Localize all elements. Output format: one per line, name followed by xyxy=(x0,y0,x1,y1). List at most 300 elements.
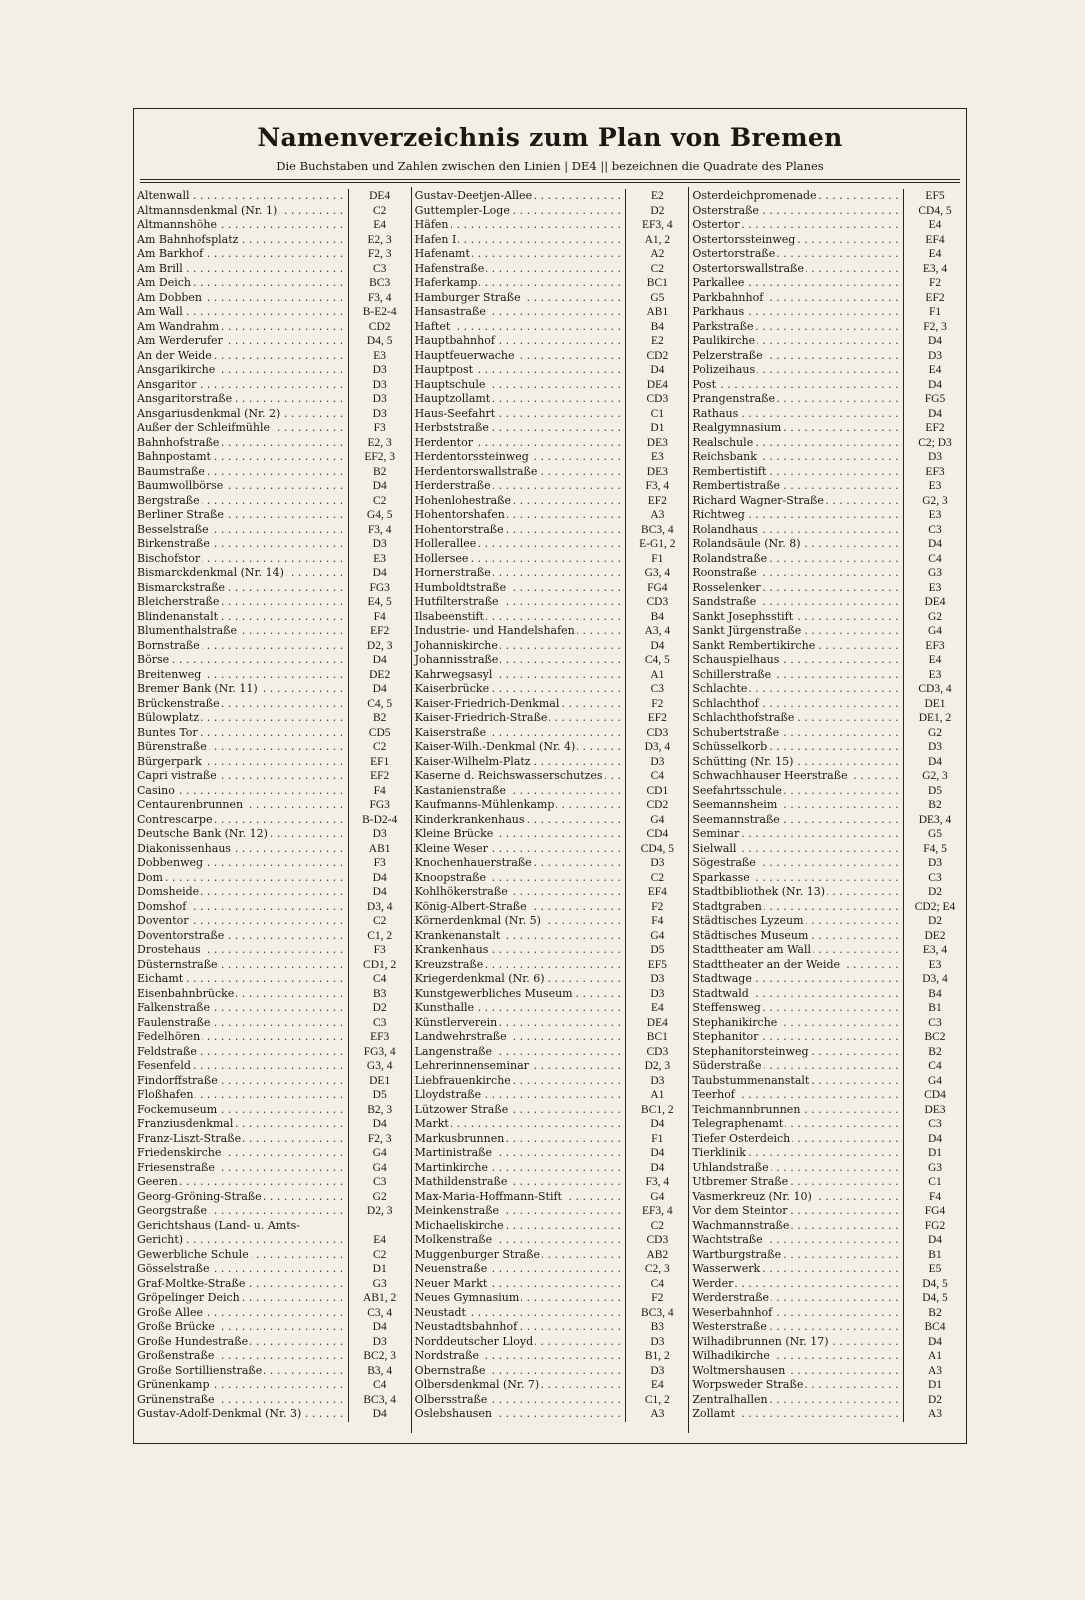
entry-name: Herbststraße xyxy=(414,421,489,434)
entry-name: Stadttheater am Wall xyxy=(692,943,812,956)
entry-name: Bremer Bank (Nr. 11) xyxy=(137,682,258,695)
index-entry xyxy=(412,523,689,538)
entry-name-cell xyxy=(412,784,626,799)
entry-grid-code: E4 xyxy=(625,1378,688,1393)
entry-name-cell xyxy=(134,320,348,335)
index-entry xyxy=(412,784,689,799)
entry-name-cell xyxy=(412,1088,626,1103)
entry-name-cell xyxy=(134,1393,348,1408)
index-entry xyxy=(689,1219,966,1234)
entry-grid-code: C4 xyxy=(348,1378,411,1393)
entry-name-cell xyxy=(412,566,626,581)
index-entry xyxy=(134,436,411,451)
index-entry xyxy=(134,305,411,320)
entry-name-cell xyxy=(689,189,903,204)
entry-name-cell xyxy=(412,233,626,248)
entry-grid-code: DE3 xyxy=(625,436,688,451)
entry-name-cell xyxy=(134,885,348,900)
entry-grid-code: FG3 xyxy=(348,581,411,596)
entry-name: Seefahrtsschule xyxy=(692,783,782,797)
entry-name-cell xyxy=(689,262,903,277)
entry-grid-code: D4 xyxy=(348,479,411,494)
entry-name-cell xyxy=(412,1190,626,1205)
entry-grid-code: CD2 xyxy=(348,320,411,335)
index-entry xyxy=(689,798,966,813)
entry-name: Ansgaritor xyxy=(137,377,197,391)
index-entry xyxy=(134,871,411,886)
entry-name-cell xyxy=(412,653,626,668)
entry-name-cell xyxy=(412,900,626,915)
index-entry xyxy=(412,1233,689,1248)
index-entry xyxy=(134,465,411,480)
entry-name: Hansastraße xyxy=(414,305,486,318)
entry-name: Breitenweg xyxy=(137,667,202,681)
index-entry xyxy=(689,813,966,828)
entry-grid-code: D4 xyxy=(348,871,411,886)
entry-name: Herdentorswallstraße xyxy=(414,464,538,478)
entry-name-cell xyxy=(134,566,348,581)
entry-name-cell xyxy=(134,740,348,755)
entry-grid-code: E5 xyxy=(903,1262,966,1277)
entry-name-cell xyxy=(689,856,903,871)
entry-name-cell xyxy=(134,465,348,480)
entry-grid-code: FG2 xyxy=(903,1219,966,1234)
entry-name: Neustadt xyxy=(414,1305,466,1319)
entry-name-cell xyxy=(134,1262,348,1277)
entry-name: Knochenhauerstraße xyxy=(414,856,532,869)
entry-name: Berliner Straße xyxy=(137,508,224,521)
entry-name-cell xyxy=(134,769,348,784)
entry-grid-code: F2, 3 xyxy=(348,1132,411,1147)
entry-name: Kastanienstraße xyxy=(414,783,507,797)
entry-name: Wachmannstraße xyxy=(692,1218,790,1232)
entry-grid-code: C3 xyxy=(348,1016,411,1031)
index-entry xyxy=(412,1146,689,1161)
entry-name-cell xyxy=(412,262,626,277)
entry-name: Parkbahnhof xyxy=(692,290,764,304)
entry-grid-code: D1 xyxy=(903,1146,966,1161)
index-entry xyxy=(689,1335,966,1350)
entry-name: Markt xyxy=(414,1117,449,1130)
entry-name-cell xyxy=(412,1306,626,1321)
index-entry xyxy=(412,334,689,349)
entry-name-cell xyxy=(412,1233,626,1248)
entry-name: Rembertistift xyxy=(692,464,767,478)
entry-grid-code: A3, 4 xyxy=(625,624,688,639)
entry-name-cell xyxy=(689,842,903,857)
entry-name: Findorffstraße xyxy=(137,1073,218,1087)
entry-grid-code: B2 xyxy=(903,1045,966,1060)
entry-name-cell xyxy=(134,1030,348,1045)
index-entry xyxy=(134,1146,411,1161)
entry-name: Telegraphenamt xyxy=(692,1117,784,1130)
entry-grid-code: G4 xyxy=(903,624,966,639)
entry-name: Wartburgstraße xyxy=(692,1247,782,1261)
entry-name-cell xyxy=(689,987,903,1002)
entry-grid-code: AB1 xyxy=(348,842,411,857)
entry-name: Stadtbibliothek (Nr. 13) xyxy=(692,885,826,898)
index-entry xyxy=(134,987,411,1002)
entry-name-cell xyxy=(134,1349,348,1364)
entry-grid-code: D3 xyxy=(625,856,688,871)
entry-name-cell xyxy=(412,537,626,552)
entry-grid-code: BC2 xyxy=(903,1030,966,1045)
entry-name-cell xyxy=(412,595,626,610)
entry-name: Ansgaritorstraße xyxy=(137,392,233,405)
entry-grid-code: EF2 xyxy=(903,291,966,306)
entry-name-cell xyxy=(689,1364,903,1379)
entry-grid-code: B2, 3 xyxy=(348,1103,411,1118)
entry-name-cell xyxy=(689,392,903,407)
entry-grid-code: A1 xyxy=(625,1088,688,1103)
entry-grid-code: CD5 xyxy=(348,726,411,741)
entry-name-cell xyxy=(412,1132,626,1147)
entry-name: Muggenburger Straße xyxy=(414,1247,541,1261)
index-entry xyxy=(689,856,966,871)
entry-name-cell xyxy=(134,595,348,610)
entry-name-cell xyxy=(412,421,626,436)
index-entry xyxy=(134,1335,411,1350)
entry-name: Kahrwegsasyl xyxy=(414,667,493,681)
entry-name: Doventorstraße xyxy=(137,928,225,942)
entry-name-cell xyxy=(134,537,348,552)
entry-name-cell xyxy=(134,436,348,451)
entry-grid-code: EF1 xyxy=(348,755,411,770)
index-entry xyxy=(412,1277,689,1292)
entry-grid-code: CD4, 5 xyxy=(903,204,966,219)
entry-name: Blindenanstalt xyxy=(137,609,219,623)
entry-name-cell xyxy=(412,1059,626,1074)
entry-name: Teichmannbrunnen xyxy=(692,1102,801,1116)
entry-grid-code: F1 xyxy=(625,552,688,567)
entry-grid-code: DE1 xyxy=(903,697,966,712)
entry-grid-code: DE1 xyxy=(348,1074,411,1089)
index-entry xyxy=(412,668,689,683)
entry-name: Post xyxy=(692,377,716,391)
index-entry xyxy=(134,1320,411,1335)
index-entry xyxy=(134,537,411,552)
entry-grid-code: D4 xyxy=(348,885,411,900)
entry-name-cell xyxy=(134,624,348,639)
index-entry xyxy=(134,1248,411,1263)
entry-name-cell xyxy=(689,914,903,929)
entry-grid-code: D4 xyxy=(903,1335,966,1350)
entry-grid-code: A1 xyxy=(625,668,688,683)
entry-name-cell xyxy=(689,1204,903,1219)
entry-grid-code: E4 xyxy=(903,218,966,233)
entry-name-cell xyxy=(689,1016,903,1031)
entry-grid-code: D3 xyxy=(625,1364,688,1379)
entry-grid-code: C3 xyxy=(348,262,411,277)
index-entry xyxy=(134,450,411,465)
entry-grid-code: E-G1, 2 xyxy=(625,537,688,552)
entry-grid-code: DE1, 2 xyxy=(903,711,966,726)
entry-grid-code: CD3 xyxy=(625,1045,688,1060)
index-entry xyxy=(412,1016,689,1031)
index-entry xyxy=(134,668,411,683)
entry-grid-code: CD2 xyxy=(625,798,688,813)
entry-name: Schwachhauser Heerstraße xyxy=(692,769,848,782)
entry-grid-code: D4 xyxy=(625,363,688,378)
index-entry xyxy=(134,1088,411,1103)
entry-grid-code: E4 xyxy=(903,363,966,378)
entry-name: Friedenskirche xyxy=(137,1146,222,1159)
entry-name-cell xyxy=(134,1074,348,1089)
entry-name: Börse xyxy=(137,653,170,666)
entry-name-cell xyxy=(689,653,903,668)
entry-name: Krankenanstalt xyxy=(414,928,501,942)
entry-name-cell xyxy=(134,856,348,871)
entry-grid-code: B2 xyxy=(348,465,411,480)
entry-grid-code: E2 xyxy=(625,189,688,204)
index-entry xyxy=(412,291,689,306)
entry-name: Lützower Straße xyxy=(414,1102,509,1116)
entry-grid-code: EF2 xyxy=(625,711,688,726)
entry-name-cell xyxy=(134,1190,348,1205)
entry-grid-code: D4 xyxy=(348,566,411,581)
index-entry xyxy=(689,784,966,799)
index-entry xyxy=(689,436,966,451)
entry-name-cell xyxy=(134,653,348,668)
index-entry xyxy=(689,1306,966,1321)
index-entry xyxy=(412,218,689,233)
entry-name-cell xyxy=(134,1378,348,1393)
entry-name: Gericht) xyxy=(137,1233,184,1246)
entry-name: Altmannsdenkmal (Nr. 1) xyxy=(137,203,278,217)
entry-name: Hauptbahnhof xyxy=(414,334,495,347)
entry-grid-code: C4 xyxy=(625,769,688,784)
entry-name: Knoopstraße xyxy=(414,870,486,884)
entry-name-cell xyxy=(412,987,626,1002)
entry-name-cell xyxy=(134,479,348,494)
entry-grid-code: G2 xyxy=(903,726,966,741)
entry-name-cell xyxy=(689,769,903,784)
entry-name: Hohenlohestraße xyxy=(414,493,512,507)
entry-name-cell xyxy=(689,610,903,625)
entry-name-cell xyxy=(412,1320,626,1335)
index-column-3 xyxy=(689,187,966,1433)
entry-name-cell xyxy=(689,624,903,639)
entry-grid-code: CD1 xyxy=(625,784,688,799)
entry-name: Friesenstraße xyxy=(137,1160,215,1174)
entry-name-cell xyxy=(412,668,626,683)
entry-name-cell xyxy=(689,885,903,900)
entry-name-cell xyxy=(689,1233,903,1248)
index-entry xyxy=(412,479,689,494)
entry-name-cell xyxy=(412,1277,626,1292)
entry-name-cell xyxy=(134,1277,348,1292)
entry-grid-code: EF3, 4 xyxy=(625,218,688,233)
entry-grid-code: CD1, 2 xyxy=(348,958,411,973)
entry-name-cell xyxy=(689,1219,903,1234)
entry-grid-code: D4, 5 xyxy=(903,1291,966,1306)
entry-name: Stadtgraben xyxy=(692,899,762,913)
entry-name: Altmannshöhe xyxy=(137,218,217,231)
entry-name: Außer der Schleifmühle xyxy=(137,421,270,434)
entry-name: Kaiser-Wilhelm-Platz xyxy=(414,754,531,768)
index-entry xyxy=(134,1233,411,1248)
entry-name-cell xyxy=(689,334,903,349)
entry-name: Roonstraße xyxy=(692,566,757,579)
entry-grid-code: E3 xyxy=(348,552,411,567)
index-entry xyxy=(412,682,689,697)
entry-name: Schlachte xyxy=(692,682,748,695)
entry-grid-code: DE3 xyxy=(903,1103,966,1118)
entry-name-cell xyxy=(134,552,348,567)
entry-grid-code: F3 xyxy=(348,943,411,958)
entry-name: Am Wandrahm xyxy=(137,319,220,333)
entry-name-cell xyxy=(412,465,626,480)
entry-grid-code: FG3 xyxy=(348,798,411,813)
index-entry xyxy=(689,624,966,639)
entry-name: Bergstraße xyxy=(137,493,200,507)
entry-name: Eichamt xyxy=(137,972,184,985)
entry-grid-code: C3 xyxy=(903,1016,966,1031)
index-entry xyxy=(134,262,411,277)
entry-name: Krankenhaus xyxy=(414,943,489,956)
entry-name: Parkstraße xyxy=(692,319,754,333)
page-subtitle: Die Buchstaben und Zahlen zwischen den Linien | DE4 || bezeichnen die Quadrate des Planes xyxy=(276,159,824,173)
entry-name-cell xyxy=(412,436,626,451)
entry-name: Blumenthalstraße xyxy=(137,624,238,637)
entry-name-cell xyxy=(134,508,348,523)
index-entry xyxy=(689,885,966,900)
entry-name-cell xyxy=(134,610,348,625)
entry-name-cell xyxy=(412,972,626,987)
entry-grid-code: EF2 xyxy=(348,769,411,784)
entry-name: Olbersdenkmal (Nr. 7) xyxy=(414,1378,540,1391)
entry-grid-code: EF2 xyxy=(348,624,411,639)
entry-name: Neustadtsbahnhof xyxy=(414,1320,518,1333)
entry-grid-code: D3, 4 xyxy=(348,900,411,915)
index-entry xyxy=(689,697,966,712)
entry-grid-code: DE4 xyxy=(625,1016,688,1031)
entry-grid-code: D3 xyxy=(348,1335,411,1350)
index-entry xyxy=(134,1117,411,1132)
index-entry xyxy=(412,1219,689,1234)
index-entry xyxy=(689,1074,966,1089)
entry-name-cell xyxy=(689,276,903,291)
entry-grid-code: C2 xyxy=(348,494,411,509)
index-entry xyxy=(689,421,966,436)
index-entry xyxy=(689,1132,966,1147)
entry-name-cell xyxy=(134,218,348,233)
index-entry xyxy=(134,682,411,697)
entry-grid-code: C4 xyxy=(625,1277,688,1292)
entry-name-cell xyxy=(689,1407,903,1422)
entry-name: Parkallee xyxy=(692,276,745,289)
entry-name-cell xyxy=(689,1088,903,1103)
entry-name: Ostertor xyxy=(692,218,740,231)
entry-name-cell xyxy=(689,1320,903,1335)
index-entry xyxy=(412,1393,689,1408)
entry-name-cell xyxy=(689,1349,903,1364)
index-entry xyxy=(412,755,689,770)
entry-name-cell xyxy=(134,798,348,813)
entry-name-cell xyxy=(412,334,626,349)
entry-name-cell xyxy=(689,1103,903,1118)
entry-grid-code: D3 xyxy=(348,363,411,378)
index-entry xyxy=(134,1074,411,1089)
index-entry xyxy=(689,1262,966,1277)
index-entry xyxy=(689,233,966,248)
entry-name-cell xyxy=(412,1378,626,1393)
entry-grid-code: EF3 xyxy=(903,639,966,654)
index-entry xyxy=(412,711,689,726)
entry-name-cell xyxy=(412,349,626,364)
entry-name-cell xyxy=(134,1001,348,1016)
index-entry xyxy=(134,566,411,581)
entry-name: Herdentorssteinweg xyxy=(414,450,529,463)
index-entry xyxy=(412,465,689,480)
index-entry xyxy=(412,204,689,219)
index-entry xyxy=(412,1349,689,1364)
entry-grid-code: E3, 4 xyxy=(903,943,966,958)
entry-name-cell xyxy=(689,958,903,973)
entry-name: Am Bahnhofsplatz xyxy=(137,232,239,246)
index-entry xyxy=(412,407,689,422)
index-entry xyxy=(134,233,411,248)
entry-name-cell xyxy=(134,755,348,770)
index-entry xyxy=(689,1233,966,1248)
entry-grid-code: D3 xyxy=(348,827,411,842)
index-entry xyxy=(134,421,411,436)
entry-name: Seminar xyxy=(692,827,740,840)
entry-name: Körnerdenkmal (Nr. 5) xyxy=(414,914,541,927)
entry-name-cell xyxy=(134,697,348,712)
entry-grid-code: BC3, 4 xyxy=(348,1393,411,1408)
index-entry xyxy=(412,305,689,320)
index-entry xyxy=(412,871,689,886)
entry-grid-code: D4, 5 xyxy=(903,1277,966,1292)
entry-name-cell xyxy=(689,1030,903,1045)
entry-name-cell xyxy=(134,827,348,842)
entry-grid-code: D5 xyxy=(625,943,688,958)
entry-name: Kriegerdenkmal (Nr. 6) xyxy=(414,972,545,985)
index-entry xyxy=(689,1016,966,1031)
entry-name-cell xyxy=(689,1306,903,1321)
entry-name-cell xyxy=(412,624,626,639)
entry-name-cell xyxy=(689,349,903,364)
entry-grid-code: E3 xyxy=(903,958,966,973)
index-entry xyxy=(412,1059,689,1074)
entry-name-cell xyxy=(412,1393,626,1408)
entry-name-cell xyxy=(412,1117,626,1132)
entry-name: Bornstraße xyxy=(137,638,200,652)
entry-grid-code: F4, 5 xyxy=(903,842,966,857)
index-entry xyxy=(412,1161,689,1176)
entry-name: Geeren xyxy=(137,1175,178,1188)
entry-name-cell xyxy=(134,1335,348,1350)
entry-grid-code: B-E2-4 xyxy=(348,305,411,320)
entry-name: Westerstraße xyxy=(692,1320,767,1333)
entry-grid-code: D3 xyxy=(625,1335,688,1350)
entry-name-cell xyxy=(412,726,626,741)
entry-name-cell xyxy=(412,639,626,654)
index-entry xyxy=(134,1219,411,1234)
index-entry xyxy=(134,755,411,770)
index-entry xyxy=(412,1262,689,1277)
entry-name-cell xyxy=(412,189,626,204)
entry-grid-code: EF4 xyxy=(625,885,688,900)
index-entry xyxy=(689,392,966,407)
entry-name-cell xyxy=(689,1059,903,1074)
entry-name: Hollerallee xyxy=(414,537,477,550)
entry-grid-code: D1 xyxy=(625,421,688,436)
entry-name: Ostertorstraße xyxy=(692,247,776,260)
entry-grid-code: F4 xyxy=(348,784,411,799)
entry-grid-code: FG5 xyxy=(903,392,966,407)
